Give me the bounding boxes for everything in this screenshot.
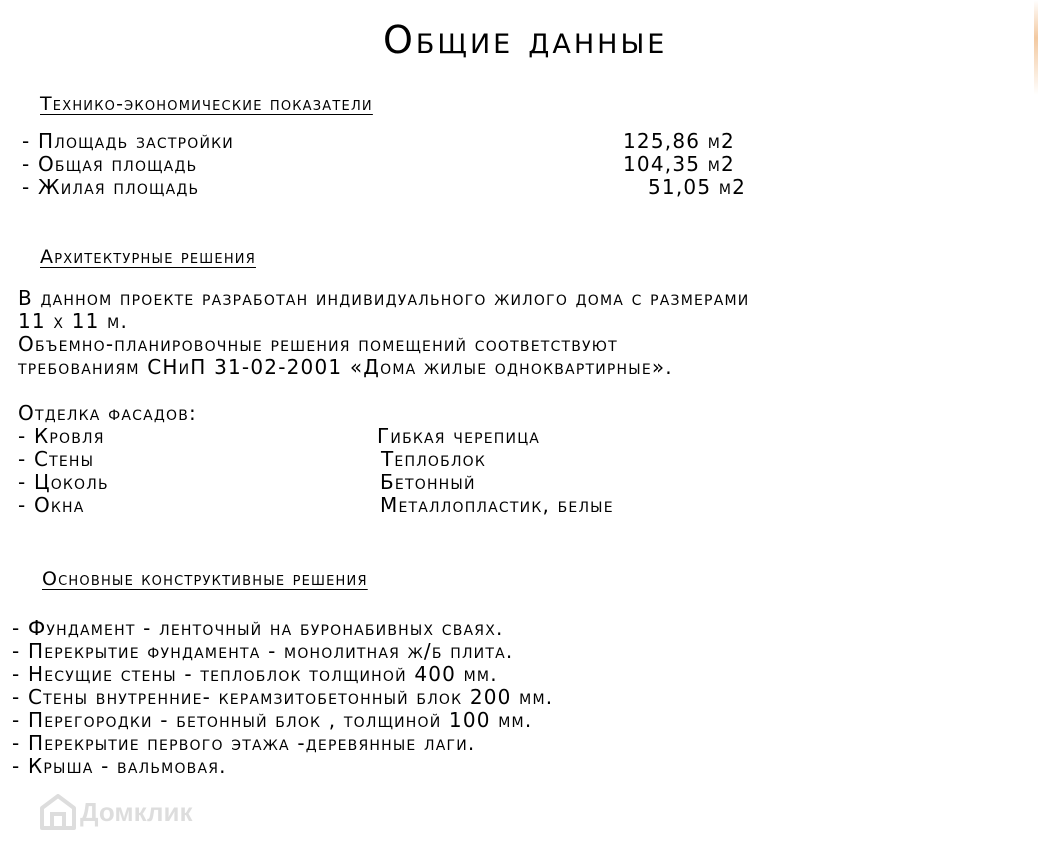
constr-item: - Фундамент - ленточный на буронабивных сваях.: [12, 616, 504, 640]
facade-label: - Цоколь: [18, 470, 109, 494]
arch-paragraph-line: Объемно-планировочные решения помещений соответствуют: [18, 332, 618, 356]
tep-row-label: - Площадь застройки: [22, 129, 234, 153]
tep-row-label: - Общая площадь: [22, 152, 198, 176]
tep-row-value: 125,86 м2: [623, 129, 735, 153]
facade-value: Бетонный: [380, 470, 476, 494]
arch-paragraph-line: В данном проекте разработан индивидуального жилого дома с размерами: [18, 286, 750, 310]
watermark-text: Домклик: [80, 796, 193, 827]
constr-item: - Крыша - вальмовая.: [12, 754, 227, 778]
arch-paragraph-line: 11 х 11 м.: [18, 309, 128, 333]
facade-value: Гибкая черепица: [377, 424, 541, 448]
constr-item: - Перегородки - бетонный блок , толщиной 100 мм.: [12, 708, 533, 732]
tep-heading: Технико-экономические показатели: [40, 93, 373, 115]
constr-item: - Перекрытие фундамента - монолитная ж/б плита.: [12, 639, 514, 663]
facade-label: - Кровля: [18, 424, 105, 448]
tep-row-value: 51,05 м2: [648, 175, 747, 199]
edge-accent: [1034, 0, 1038, 95]
constr-heading: Основные конструктивные решения: [42, 568, 368, 590]
tep-row-value: 104,35 м2: [623, 152, 735, 176]
constr-item: - Стены внутренние- керамзитобетонный блок 200 мм.: [12, 685, 554, 709]
constr-item: - Несущие стены - теплоблок толщиной 400 мм.: [12, 662, 498, 686]
arch-paragraph-line: требованиям СНиП 31-02-2001 «Дома жилые одноквартирные».: [18, 355, 673, 379]
house-logo-icon: [38, 792, 78, 832]
constr-item: - Перекрытие первого этажа -деревянные лаги.: [12, 731, 476, 755]
tep-row-label: - Жилая площадь: [22, 175, 200, 199]
facade-heading: Отделка фасадов:: [18, 401, 197, 425]
page-title: Общие данные: [383, 18, 668, 62]
arch-heading: Архитектурные решения: [40, 246, 256, 268]
facade-label: - Стены: [18, 447, 95, 471]
facade-value: Теплоблок: [381, 447, 487, 471]
watermark: [38, 792, 192, 832]
facade-label: - Окна: [18, 493, 85, 517]
facade-value: Металлопластик, белые: [380, 493, 614, 517]
